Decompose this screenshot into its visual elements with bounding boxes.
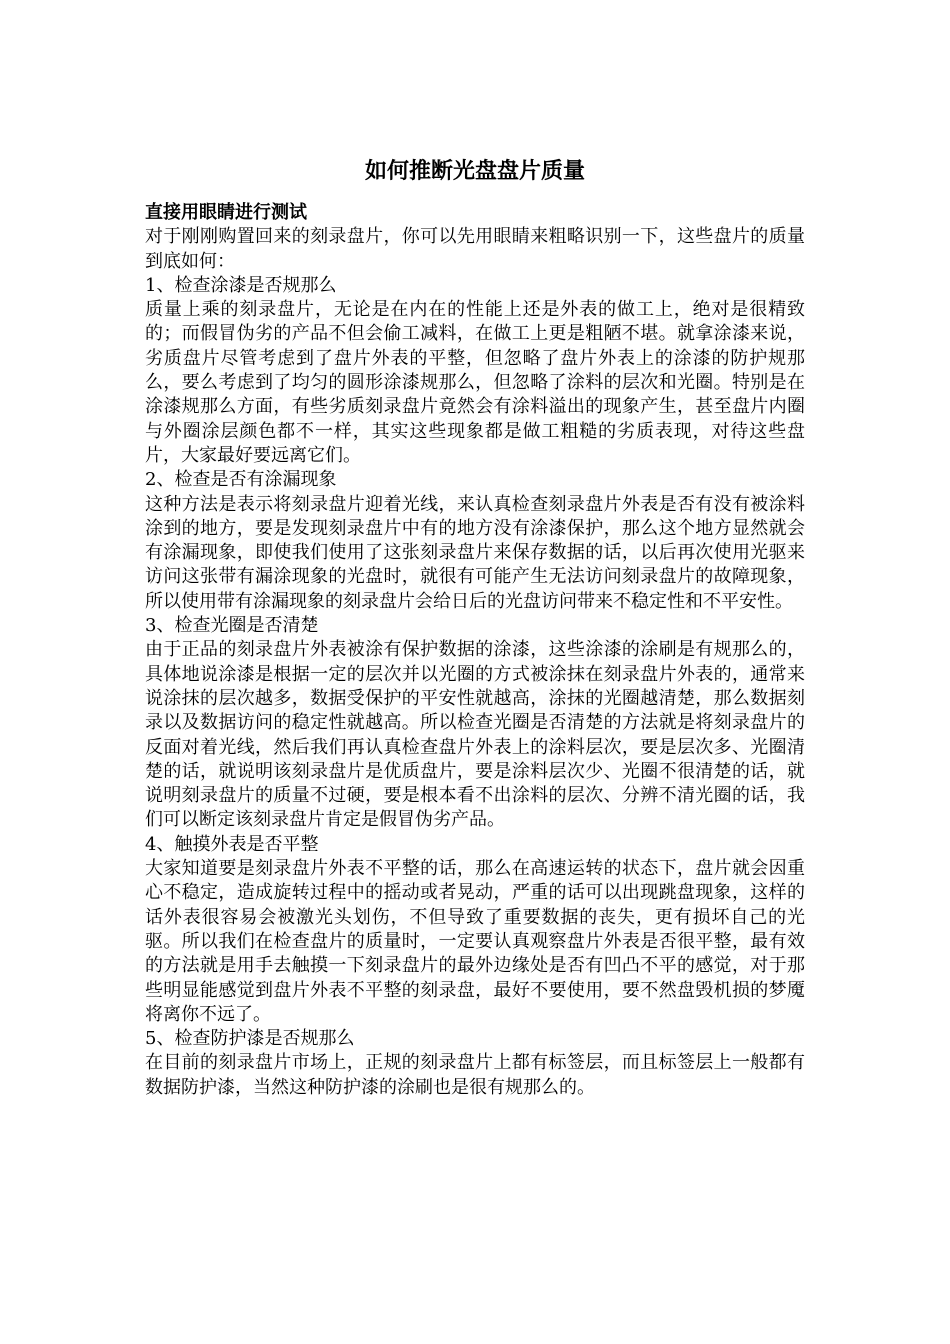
section-heading-1: 1、检查涂漆是否规那么	[145, 274, 337, 296]
section-heading-3: 3、检查光圈是否清楚	[145, 615, 319, 637]
section-heading-4: 4、触摸外表是否平整	[145, 833, 319, 855]
intro-paragraph: 对于刚刚购置回来的刻录盘片，你可以先用眼睛来粗略识别一下，这些盘片的质量到底如何：	[145, 226, 805, 272]
section-heading-5: 5、检查防护漆是否规那么	[145, 1028, 355, 1050]
document-title: 如何推断光盘盘片质量	[364, 158, 585, 184]
section-body-3: 由于正品的刻录盘片外表被涂有保护数据的涂漆，这些涂漆的涂刷是有规那么的，具体地说涂漆是根据一定的层次并以光圈的方式被涂抹在刻录盘片外表的，通常来说涂抹的层次越多，数据受保护的平安性就越高，涂抹的光圈越清楚，那么数据刻录以及数据访问的稳定性就越高。所以检查光圈是否清楚的方法就是将刻录盘片的反面对着光线，然后我们再认真检查盘片外表上的涂料层次，要是层次多、光圈清楚的话，就说明该刻录盘片是优质盘片，要是涂料层次少、光圈不很清楚的话，就说明刻录盘片的质量不过硬，要是根本看不出涂料的层次、分辨不清光圈的话，我们可以断定该刻录盘片肯定是假冒伪劣产品。	[145, 639, 805, 831]
document-body	[145, 201, 805, 1100]
section-body-1: 质量上乘的刻录盘片，无论是在内在的性能上还是外表的做工上，绝对是很精致的；而假冒伪劣的产品不但会偷工减料，在做工上更是粗陋不堪。就拿涂漆来说，劣质盘片尽管考虑到了盘片外表的平整，但忽略了盘片外表上的涂漆的防护规那么，要么考虑到了均匀的圆形涂漆规那么，但忽略了涂料的层次和光圈。特别是在涂漆规那么方面，有些劣质刻录盘片竟然会有涂料溢出的现象产生，甚至盘片内圈与外圈涂层颜色都不一样，其实这些现象都是做工粗糙的劣质表现，对待这些盘片，大家最好要远离它们。	[145, 299, 805, 466]
section-body-5: 在目前的刻录盘片市场上，正规的刻录盘片上都有标签层，而且标签层上一般都有数据防护漆，当然这种防护漆的涂刷也是很有规那么的。	[145, 1052, 805, 1098]
section-subheading: 直接用眼睛进行测试	[145, 202, 307, 223]
section-heading-2: 2、检查是否有涂漏现象	[145, 469, 337, 491]
section-body-2: 这种方法是表示将刻录盘片迎着光线，来认真检查刻录盘片外表是否有没有被涂料涂到的地方，要是发现刻录盘片中有的地方没有涂漆保护，那么这个地方显然就会有涂漏现象，即使我们使用了这张刻录盘片来保存数据的话，以后再次使用光驱来访问这张带有漏涂现象的光盘时，就很有可能产生无法访问刻录盘片的故障现象，所以使用带有涂漏现象的刻录盘片会给日后的光盘访问带来不稳定性和不平安性。	[145, 493, 805, 612]
section-body-4: 大家知道要是刻录盘片外表不平整的话，那么在高速运转的状态下，盘片就会因重心不稳定，造成旋转过程中的摇动或者晃动，严重的话可以出现跳盘现象，这样的话外表很容易会被激光头划伤，不但导致了重要数据的丧失，更有损坏自己的光驱。所以我们在检查盘片的质量时，一定要认真观察盘片外表是否很平整，最有效的方法就是用手去触摸一下刻录盘片的最外边缘处是否有凹凸不平的感觉，对于那些明显能感觉到盘片外表不平整的刻录盘，最好不要使用，要不然盘毁机损的梦魇将离你不远了。	[145, 858, 805, 1025]
